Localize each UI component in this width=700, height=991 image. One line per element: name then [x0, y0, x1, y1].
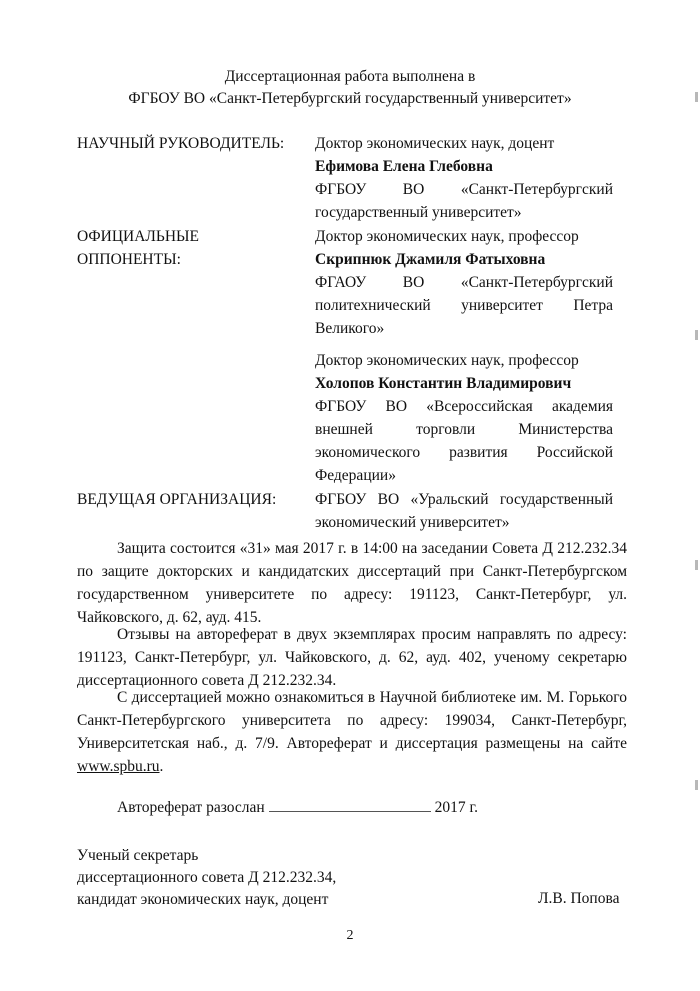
sent-year: 2017 г. — [434, 799, 479, 816]
supervisor-block — [315, 132, 613, 224]
leading-block — [315, 488, 613, 534]
scan-edge-mark — [695, 92, 698, 102]
secretary-line-1: Ученый секретарь — [77, 847, 199, 864]
sent-label: Автореферат разослан — [117, 799, 265, 816]
opponent-1-name: Скрипнюк Джамиля Фатыховна — [315, 251, 546, 268]
opponent-2-name: Холопов Константин Владимирович — [315, 375, 572, 392]
scan-edge-mark — [695, 330, 698, 340]
website-link[interactable]: www.spbu.ru — [77, 758, 160, 775]
opponent-2-org: ФГБОУ ВО «Всероссийская академия внешней торговли Министерства экономического развития Российской Федерации» — [315, 398, 613, 484]
opponents-role-line-1: ОФИЦИАЛЬНЫЕ — [77, 228, 199, 245]
supervisor-role: НАУЧНЫЙ РУКОВОДИТЕЛЬ: — [77, 135, 285, 152]
defense-text: Защита состоится «31» мая 2017 г. в 14:00 на заседании Совета Д 212.232.34 по защите докторских и кандидатских диссертаций при Санкт-Петербургском государственном университете по адресу: 191123, Санкт-Петербург, ул. Чайковского, д. 62, ауд. 415. — [77, 540, 627, 626]
opponent-1-org: ФГАОУ ВО «Санкт-Петербургский политехнический университет Петра Великого» — [315, 274, 613, 337]
secretary-line-2: диссертационного совета Д 212.232.34, — [77, 869, 337, 886]
sent-line — [117, 796, 478, 819]
library-text: С диссертацией можно ознакомиться в Научной библиотеке им. М. Горького Санкт-Петербургского университета по адресу: 199034, Санкт-Петербург, Университетская наб., д. 7/9. Автореферат и диссертация размещены на сайте — [77, 689, 627, 752]
page-number: 2 — [346, 928, 354, 943]
supervisor-name: Ефимова Елена Глебовна — [315, 158, 493, 175]
leading-role: ВЕДУЩАЯ ОРГАНИЗАЦИЯ: — [77, 491, 277, 508]
supervisor-org: ФГБОУ ВО «Санкт-Петербургский государственный университет» — [315, 181, 613, 221]
opponents-role — [77, 225, 307, 271]
scan-edge-mark — [695, 780, 698, 790]
sent-date-blank — [269, 796, 431, 812]
header-line-1: Диссертационная работа выполнена в — [224, 68, 476, 85]
scan-edge-mark — [695, 560, 698, 570]
opponent-1-degree: Доктор экономических наук, профессор — [315, 228, 579, 245]
header-line-2: ФГБОУ ВО «Санкт-Петербургский государственный университет» — [128, 90, 572, 107]
secretary-line-3: кандидат экономических наук, доцент — [77, 891, 329, 908]
leading-org: ФГБОУ ВО «Уральский государственный экономический университет» — [315, 491, 613, 531]
reviews-text: Отзывы на автореферат в двух экземплярах просим направлять по адресу: 191123, Санкт-Петербург, ул. Чайковского, д. 62, ауд. 402, ученому секретарю диссертационного совета Д 212.232.34. — [77, 626, 627, 689]
library-paragraph — [77, 686, 627, 778]
opponent-2-degree: Доктор экономических наук, профессор — [315, 352, 579, 369]
library-text-end: . — [159, 758, 164, 775]
defense-paragraph — [77, 537, 627, 629]
secretary-name: Л.В. Попова — [538, 890, 620, 907]
reviews-paragraph — [77, 623, 627, 692]
supervisor-degree: Доктор экономических наук, доцент — [315, 135, 555, 152]
opponents-role-line-2: ОППОНЕНТЫ: — [77, 251, 181, 268]
opponent-2-block — [315, 349, 613, 487]
library-text-block — [77, 686, 627, 778]
opponent-1-block — [315, 225, 613, 340]
